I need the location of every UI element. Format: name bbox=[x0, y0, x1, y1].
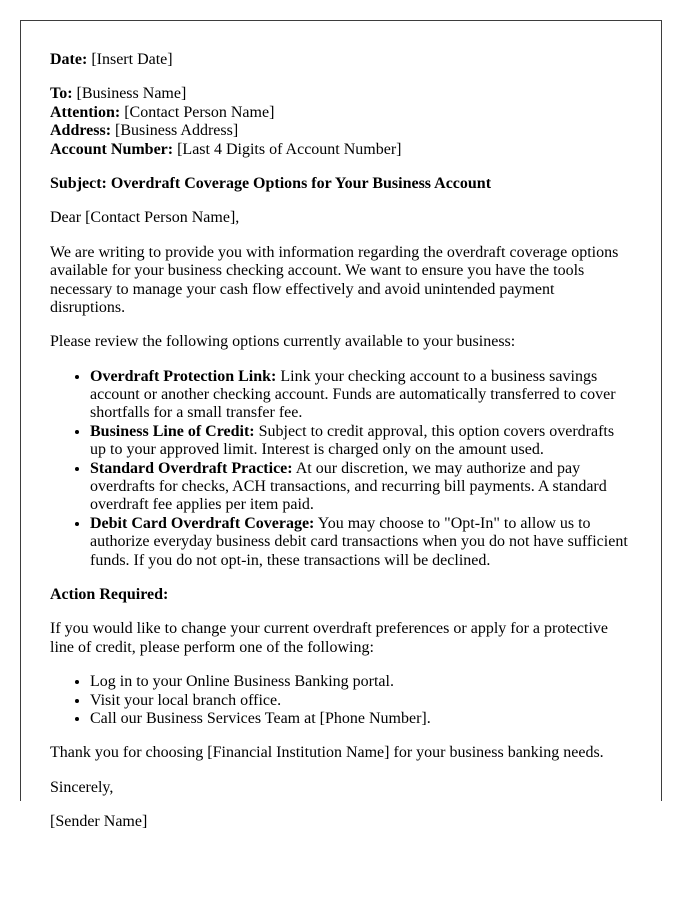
thanks-paragraph: Thank you for choosing [Financial Institution Name] for your business banking needs. bbox=[50, 744, 604, 762]
action-item-online-banking: • Log in to your Online Business Banking portal. bbox=[90, 673, 631, 691]
option-text: Link your checking account to a business savings account or another checking account. Funds are automatically transferred to cover shortfalls for a small transfer fee. bbox=[90, 367, 616, 422]
options-lead-in: Please review the following options currently available to your business: bbox=[50, 333, 516, 351]
option-item-business-line-of-credit bbox=[90, 423, 631, 460]
option-title: Debit Card Overdraft Coverage: bbox=[90, 514, 315, 532]
subject-line: Subject: Overdraft Coverage Options for Your Business Account bbox=[50, 174, 492, 192]
account-number-label: Account Number: bbox=[50, 140, 174, 158]
option-title: Standard Overdraft Practice: bbox=[90, 459, 293, 477]
account-number-value: [Last 4 Digits of Account Number] bbox=[177, 140, 402, 158]
sender-name: [Sender Name] bbox=[50, 813, 148, 831]
option-title: Business Line of Credit: bbox=[90, 422, 255, 440]
to-value: [Business Name] bbox=[76, 85, 187, 103]
option-item-standard-overdraft-practice bbox=[90, 460, 631, 515]
attention-label: Attention: bbox=[50, 103, 121, 121]
option-text: Subject to credit approval, this option covers overdrafts up to your approved limit. Interest is charged only on the amount used. bbox=[90, 422, 615, 459]
intro-paragraph: We are writing to provide you with information regarding the overdraft coverage options available for your business checking account. We want to ensure you have the tools necessary to manage your cash flow effectively and avoid unintended payment disruptions. bbox=[50, 243, 619, 316]
closing: Sincerely, bbox=[50, 778, 114, 796]
options-list bbox=[50, 368, 631, 570]
attention-value: [Contact Person Name] bbox=[124, 103, 275, 121]
action-lead-in: If you would like to change your current overdraft preferences or apply for a protective line of credit, please perform one of the following: bbox=[50, 620, 608, 656]
date-value: [Insert Date] bbox=[91, 51, 173, 68]
date-label: Date: bbox=[50, 51, 88, 68]
address-label: Address: bbox=[50, 122, 112, 140]
salutation: Dear [Contact Person Name], bbox=[50, 209, 240, 227]
option-title: Overdraft Protection Link: bbox=[90, 367, 277, 385]
letter-document bbox=[20, 20, 662, 831]
option-text: At our discretion, we may authorize and pay overdrafts for checks, ACH transactions, and recurring bill payments. A standard overdraft fee applies per item paid. bbox=[90, 459, 607, 514]
date-line bbox=[50, 51, 631, 69]
action-item-branch-office: • Visit your local branch office. bbox=[90, 692, 631, 710]
to-label: To: bbox=[50, 85, 73, 103]
option-item-debit-card-overdraft-coverage bbox=[90, 515, 631, 570]
action-item-phone: • Call our Business Services Team at [Phone Number]. bbox=[90, 710, 631, 728]
option-item-overdraft-protection-link bbox=[90, 368, 631, 423]
address-value: [Business Address] bbox=[115, 122, 239, 140]
option-text: You may choose to "Opt-In" to allow us to authorize everyday business debit card transactions when you do not have sufficient funds. If you do not opt-in, these transactions will be declined. bbox=[90, 514, 628, 569]
action-required-heading: Action Required: bbox=[50, 585, 169, 603]
recipient-block bbox=[50, 85, 631, 159]
action-items-list bbox=[50, 673, 631, 728]
